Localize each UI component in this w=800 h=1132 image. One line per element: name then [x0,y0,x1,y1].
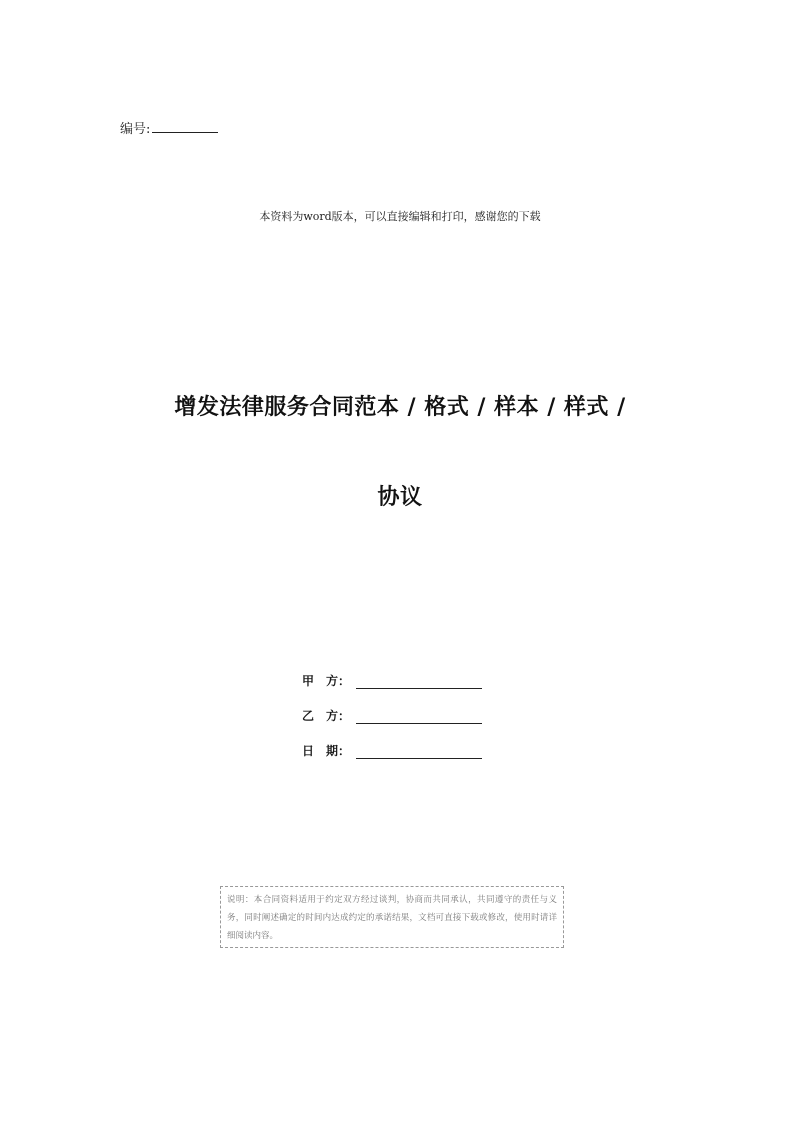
party-a-blank [356,676,482,689]
serial-number-blank [152,120,218,133]
party-b-row [302,707,502,724]
date-label: 日 期： [302,744,351,758]
date-row [302,742,502,759]
download-notice: 本资料为word版本，可以直接编辑和打印，感谢您的下载 [259,210,541,223]
disclaimer-box: 说明：本合同资料适用于约定双方经过谈判，协商而共同承认，共同遵守的责任与义务，同时阐述确定的时间内达成约定的承诺结果，文档可直接下载或修改，使用时请详细阅读内容。 [220,886,564,948]
party-b-label: 乙 方： [302,709,351,723]
party-a-row [302,672,502,689]
party-b-blank [356,711,482,724]
party-fields [302,672,502,777]
serial-number-field [120,118,218,137]
party-a-label: 甲 方： [302,674,351,688]
serial-number-label: 编号: [120,122,151,137]
date-blank [356,746,482,759]
document-title-line-2: 协议 [377,484,423,510]
document-title-line-1: 增发法律服务合同范本 / 格式 / 样本 / 样式 / [174,394,626,420]
